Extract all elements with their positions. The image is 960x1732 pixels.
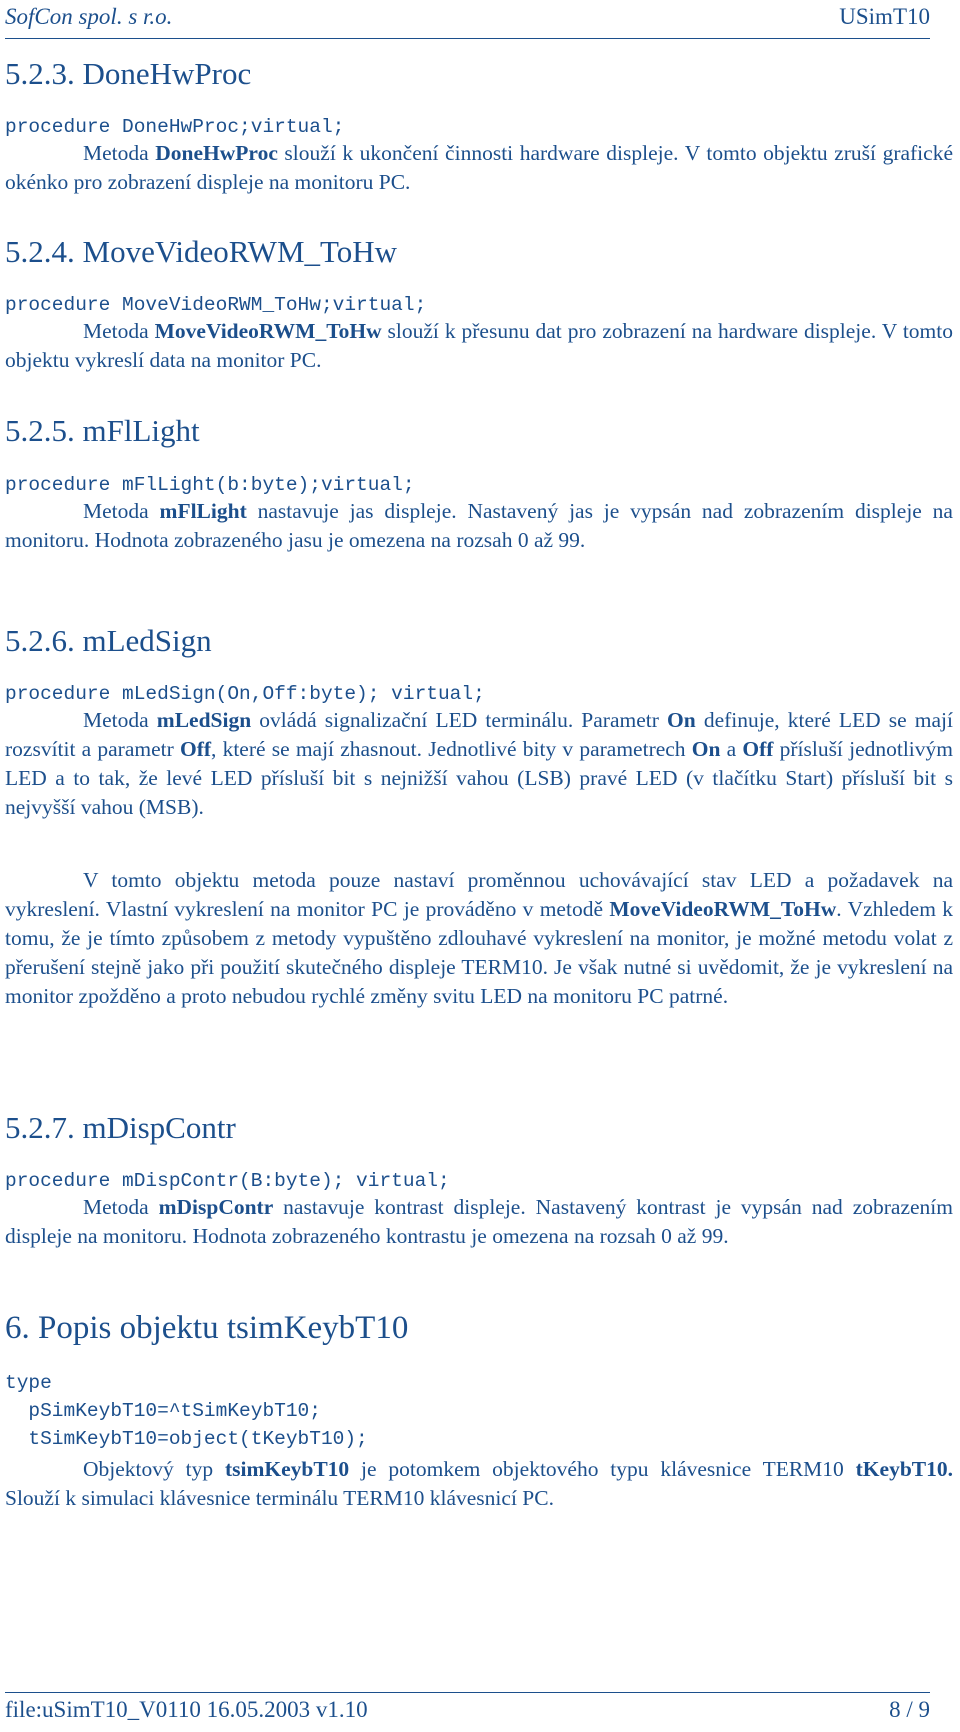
heading-5-2-7: 5.2.7. mDispContr — [5, 1110, 236, 1145]
code-6-line-1: type — [5, 1372, 52, 1394]
heading-5-2-3: 5.2.3. DoneHwProc — [5, 56, 252, 91]
paragraph-5-2-5: Metoda mFlLight nastavuje jas displeje. Nastavený jas je vypsán nad zobrazením displeje na monitoru. Hodnota zobrazeného jasu je omezena na rozsah 0 až 99. — [5, 499, 953, 552]
code-5-2-7: procedure mDispContr(B:byte); virtual; — [5, 1170, 450, 1192]
code-6-line-2: pSimKeybT10=^tSimKeybT10; — [5, 1400, 321, 1422]
code-5-2-4: procedure MoveVideoRWM_ToHw;virtual; — [5, 294, 427, 316]
paragraph-5-2-4: Metoda MoveVideoRWM_ToHw slouží k přesunu dat pro zobrazení na hardware displeje. V tomto objektu vykreslí data na monitor PC. — [5, 319, 953, 372]
heading-6: 6. Popis objektu tsimKeybT10 — [5, 1310, 409, 1346]
product-name: USimT10 — [839, 4, 930, 29]
page-header — [5, 4, 930, 34]
page-number: 8 / 9 — [889, 1697, 930, 1722]
paragraph-5-2-3: Metoda DoneHwProc slouží k ukončení činnosti hardware displeje. V tomto objektu zruší grafické okénko pro zobrazení displeje na monitoru PC. — [5, 141, 953, 194]
code-5-2-5: procedure mFlLight(b:byte);virtual; — [5, 474, 415, 496]
paragraph-5-2-6-b: V tomto objektu metoda pouze nastaví proměnnou uchovávající stav LED a požadavek na vykreslení. Vlastní vykreslení na monitor PC je prováděno v metodě MoveVideoRWM_ToHw. Vzhledem k tomu, že je tímto způsobem z metody vypuštěno zdlouhavé vykreslení na monitor, je možné metodu volat z přerušení stejně jako při použití skutečného displeje TERM10. Je však nutné si uvědomit, že je vykreslení na monitor zpožděno a proto nebudou rychlé změny svitu LED na monitoru PC patrné. — [5, 868, 953, 1008]
heading-5-2-4: 5.2.4. MoveVideoRWM_ToHw — [5, 234, 398, 269]
footer-rule — [5, 1692, 930, 1693]
paragraph-6: Objektový typ tsimKeybT10 je potomkem objektového typu klávesnice TERM10 tKeybT10. Slouží k simulaci klávesnice terminálu TERM10 klávesnicí PC. — [5, 1457, 953, 1510]
code-5-2-6: procedure mLedSign(On,Off:byte); virtual; — [5, 683, 485, 705]
footer-file-info: file:uSimT10_V0110 16.05.2003 v1.10 — [5, 1697, 368, 1722]
heading-5-2-5: 5.2.5. mFlLight — [5, 413, 200, 448]
heading-5-2-6: 5.2.6. mLedSign — [5, 623, 212, 658]
paragraph-5-2-6-a: Metoda mLedSign ovládá signalizační LED terminálu. Parametr On definuje, které LED se mají rozsvítit a parametr Off, které se mají zhasnout. Jednotlivé bity v parametrech On a Off přísluší jednotlivým LED a to tak, že levé LED přísluší bit s nejnižší vahou (LSB) pravé LED (v tlačítku Start) přísluší bit s nejvyšší vahou (MSB). — [5, 708, 953, 819]
code-6-line-3: tSimKeybT10=object(tKeybT10); — [5, 1428, 368, 1450]
paragraph-5-2-7: Metoda mDispContr nastavuje kontrast displeje. Nastavený kontrast je vypsán nad zobrazením displeje na monitoru. Hodnota zobrazeného kontrastu je omezena na rozsah 0 až 99. — [5, 1195, 953, 1248]
company-name: SofCon spol. s r.o. — [5, 4, 173, 29]
code-5-2-3: procedure DoneHwProc;virtual; — [5, 116, 345, 138]
header-rule — [5, 38, 930, 39]
